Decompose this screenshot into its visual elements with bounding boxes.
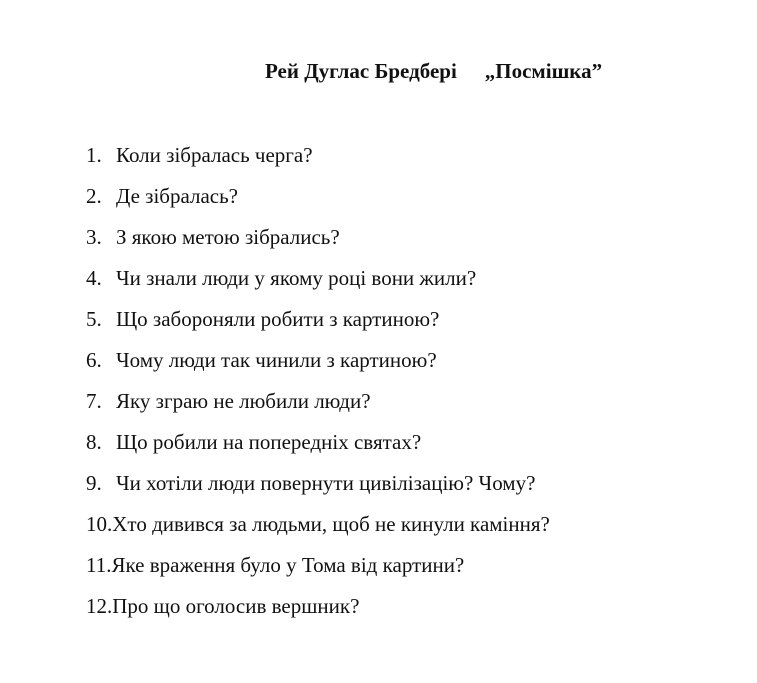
question-item <box>86 181 550 222</box>
question-item <box>86 263 550 304</box>
question-item <box>86 304 550 345</box>
question-text: Про що оголосив вершник? <box>112 594 360 618</box>
question-item <box>86 427 550 468</box>
question-text: Що робили на попередніх святах? <box>116 430 422 454</box>
question-text: З якою метою зібрались? <box>116 225 340 249</box>
question-text: Чи знали люди у якому році вони жили? <box>116 266 477 290</box>
document-title <box>265 56 602 86</box>
question-number: 12. <box>86 594 113 618</box>
question-number: 11. <box>86 553 112 577</box>
question-number: 1. <box>86 143 102 167</box>
question-text: Хто дивився за людьми, щоб не кинули каміння? <box>112 512 550 536</box>
question-number: 8. <box>86 430 102 454</box>
question-text: Що забороняли робити з картиною? <box>116 307 440 331</box>
question-item <box>86 468 550 509</box>
question-text: Яке враження було у Тома від картини? <box>111 553 465 577</box>
title-author: Рей Дуглас Бредбері <box>265 59 457 83</box>
question-number: 2. <box>86 184 102 208</box>
question-number: 5. <box>86 307 102 331</box>
question-text: Чому люди так чинили з картиною? <box>116 348 437 372</box>
question-number: 7. <box>86 389 102 413</box>
question-item <box>86 222 550 263</box>
question-item <box>86 386 550 427</box>
question-text: Чи хотіли люди повернути цивілізацію? Чому? <box>116 471 536 495</box>
question-number: 10. <box>86 512 113 536</box>
question-text: Коли зібралась черга? <box>116 143 313 167</box>
question-item <box>86 591 550 632</box>
question-item <box>86 140 550 181</box>
question-number: 9. <box>86 471 102 495</box>
question-text: Де зібралась? <box>116 184 238 208</box>
question-item <box>86 550 550 591</box>
question-item <box>86 509 550 550</box>
question-list <box>86 140 550 632</box>
question-text: Яку зграю не любили люди? <box>116 389 371 413</box>
question-number: 3. <box>86 225 102 249</box>
question-number: 4. <box>86 266 102 290</box>
question-item <box>86 345 550 386</box>
question-number: 6. <box>86 348 102 372</box>
title-work: „Посмішка” <box>484 59 603 83</box>
